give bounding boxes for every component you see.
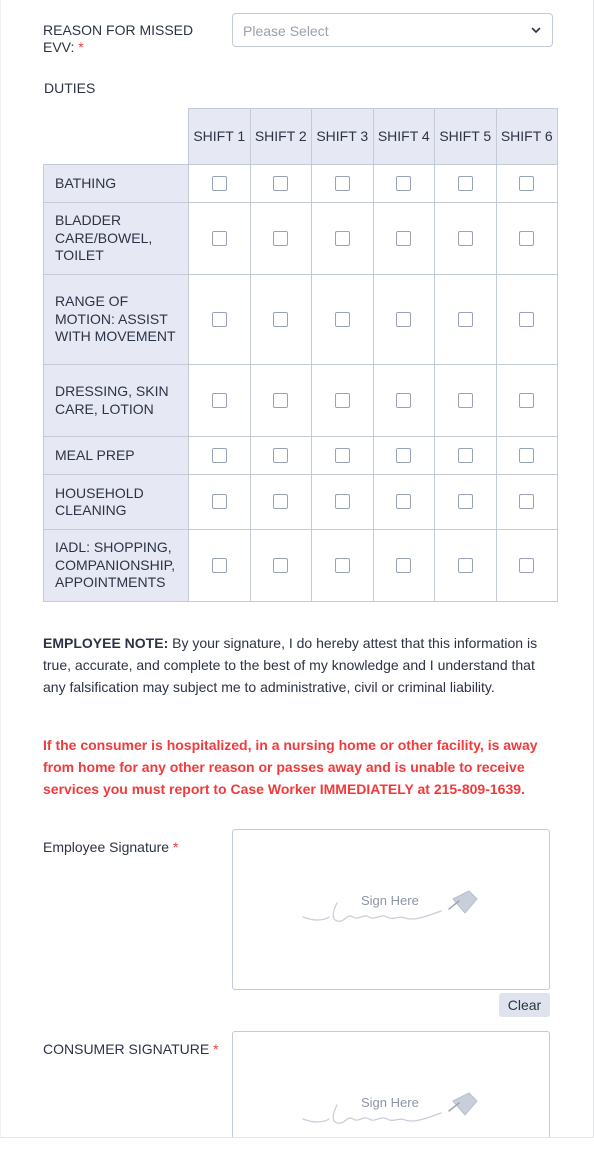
table-cell	[435, 275, 497, 365]
duty-row-label: MEAL PREP	[44, 437, 189, 475]
duty-checkbox[interactable]	[396, 448, 411, 463]
duty-checkbox[interactable]	[519, 494, 534, 509]
table-cell	[435, 437, 497, 475]
table-row	[44, 365, 558, 437]
table-row	[44, 203, 558, 275]
table-cell	[373, 165, 435, 203]
duty-checkbox[interactable]	[458, 231, 473, 246]
duty-checkbox[interactable]	[273, 312, 288, 327]
duty-checkbox[interactable]	[212, 393, 227, 408]
table-cell	[496, 275, 558, 365]
employee-signature-pad[interactable]	[232, 829, 550, 990]
duty-checkbox[interactable]	[396, 393, 411, 408]
table-header-row	[44, 109, 558, 165]
shift-column-header: SHIFT 1	[189, 109, 251, 165]
duty-checkbox[interactable]	[458, 176, 473, 191]
duty-checkbox[interactable]	[212, 231, 227, 246]
table-cell	[373, 530, 435, 602]
duty-checkbox[interactable]	[212, 312, 227, 327]
duty-checkbox[interactable]	[458, 393, 473, 408]
table-cell	[189, 365, 251, 437]
table-cell	[435, 165, 497, 203]
duty-checkbox[interactable]	[519, 558, 534, 573]
duty-checkbox[interactable]	[335, 558, 350, 573]
table-cell	[189, 165, 251, 203]
table-cell	[373, 275, 435, 365]
table-cell	[312, 530, 374, 602]
duty-row-label: DRESSING, SKIN CARE, LOTION	[44, 365, 189, 437]
duties-title: DUTIES	[44, 80, 96, 96]
employee-note-heading: EMPLOYEE NOTE:	[43, 635, 169, 651]
duty-row-label: RANGE OF MOTION: ASSIST WITH MOVEMENT	[44, 275, 189, 365]
duty-checkbox[interactable]	[396, 312, 411, 327]
table-cell	[435, 203, 497, 275]
duty-checkbox[interactable]	[212, 448, 227, 463]
signature-pen-icon	[301, 1089, 481, 1129]
duty-checkbox[interactable]	[458, 448, 473, 463]
table-cell	[373, 475, 435, 530]
table-row	[44, 165, 558, 203]
table-cell	[435, 530, 497, 602]
duty-checkbox[interactable]	[519, 231, 534, 246]
chevron-down-icon	[530, 24, 542, 36]
duty-checkbox[interactable]	[273, 393, 288, 408]
reason-label	[43, 22, 213, 56]
shift-column-header: SHIFT 6	[496, 109, 558, 165]
table-cell	[312, 365, 374, 437]
required-asterisk: *	[78, 39, 84, 55]
duty-checkbox[interactable]	[458, 494, 473, 509]
duty-checkbox[interactable]	[519, 393, 534, 408]
table-cell	[189, 475, 251, 530]
table-cell	[312, 203, 374, 275]
table-cell	[250, 437, 312, 475]
employee-note	[43, 632, 558, 698]
employee-signature-label-text: Employee Signature	[43, 839, 170, 855]
table-cell	[435, 365, 497, 437]
shift-column-header: SHIFT 4	[373, 109, 435, 165]
table-cell	[312, 437, 374, 475]
reason-label-text: REASON FOR MISSED EVV:	[43, 22, 194, 55]
table-cell	[312, 165, 374, 203]
table-cell	[189, 203, 251, 275]
table-cell	[373, 203, 435, 275]
duty-checkbox[interactable]	[273, 231, 288, 246]
table-cell	[373, 437, 435, 475]
table-cell	[496, 365, 558, 437]
table-row	[44, 530, 558, 602]
table-corner	[44, 109, 189, 165]
reason-select[interactable]	[232, 13, 553, 47]
shift-column-header: SHIFT 2	[250, 109, 312, 165]
table-cell	[312, 475, 374, 530]
consumer-signature-pad[interactable]	[232, 1031, 550, 1138]
duty-checkbox[interactable]	[212, 494, 227, 509]
table-cell	[496, 165, 558, 203]
table-cell	[250, 275, 312, 365]
duty-checkbox[interactable]	[519, 176, 534, 191]
signature-pen-icon	[301, 887, 481, 927]
duty-checkbox[interactable]	[396, 558, 411, 573]
reason-select-placeholder: Please Select	[243, 23, 329, 39]
table-cell	[189, 437, 251, 475]
table-cell	[189, 275, 251, 365]
table-cell	[189, 530, 251, 602]
table-cell	[250, 165, 312, 203]
required-asterisk: *	[213, 1041, 219, 1057]
duty-checkbox[interactable]	[273, 448, 288, 463]
table-cell	[435, 475, 497, 530]
table-row	[44, 437, 558, 475]
duty-checkbox[interactable]	[335, 231, 350, 246]
duty-checkbox[interactable]	[335, 448, 350, 463]
duty-row-label: IADL: SHOPPING, COMPANIONSHIP, APPOINTMENTS	[44, 530, 189, 602]
duty-checkbox[interactable]	[273, 176, 288, 191]
duty-checkbox[interactable]	[335, 494, 350, 509]
table-row	[44, 475, 558, 530]
duties-table	[43, 108, 558, 602]
duty-row-label: HOUSEHOLD CLEANING	[44, 475, 189, 530]
duty-checkbox[interactable]	[519, 448, 534, 463]
table-cell	[250, 530, 312, 602]
duty-checkbox[interactable]	[396, 231, 411, 246]
duty-checkbox[interactable]	[396, 494, 411, 509]
table-cell	[496, 437, 558, 475]
hospitalization-warning: If the consumer is hospitalized, in a nursing home or other facility, is away from home for any other reason or passes away and is unable to receive services you must report to Case Worker IMMEDIATELY at 215-809-1639.	[43, 737, 538, 797]
duty-checkbox[interactable]	[335, 312, 350, 327]
employee-signature-label	[43, 839, 178, 856]
table-cell	[250, 365, 312, 437]
duty-checkbox[interactable]	[273, 558, 288, 573]
table-cell	[250, 475, 312, 530]
duty-checkbox[interactable]	[519, 312, 534, 327]
duty-row-label: BATHING	[44, 165, 189, 203]
table-cell	[496, 475, 558, 530]
table-cell	[496, 530, 558, 602]
duty-checkbox[interactable]	[335, 393, 350, 408]
sign-here-hint: Sign Here	[361, 893, 419, 908]
duty-checkbox[interactable]	[212, 176, 227, 191]
sign-here-hint: Sign Here	[361, 1095, 419, 1110]
duty-row-label: BLADDER CARE/BOWEL, TOILET	[44, 203, 189, 275]
shift-column-header: SHIFT 5	[435, 109, 497, 165]
duty-checkbox[interactable]	[335, 176, 350, 191]
duty-checkbox[interactable]	[458, 312, 473, 327]
table-cell	[250, 203, 312, 275]
table-row	[44, 275, 558, 365]
page-bottom-border	[0, 1137, 594, 1138]
consumer-signature-label-text: CONSUMER SIGNATURE	[43, 1041, 210, 1057]
consumer-signature-label	[43, 1041, 219, 1058]
duty-checkbox[interactable]	[458, 558, 473, 573]
duty-checkbox[interactable]	[273, 494, 288, 509]
employee-note-body: By your signature, I do hereby attest that this information is true, accurate, and complete to the best of my knowledge and I understand that any falsification may subject me to administrative, civil or criminal liability.	[43, 635, 538, 695]
required-asterisk: *	[172, 839, 179, 855]
clear-signature-button[interactable]: Clear	[499, 993, 550, 1017]
table-cell	[373, 365, 435, 437]
table-cell	[496, 203, 558, 275]
duty-checkbox[interactable]	[212, 558, 227, 573]
duty-checkbox[interactable]	[396, 176, 411, 191]
shift-column-header: SHIFT 3	[312, 109, 374, 165]
table-cell	[312, 275, 374, 365]
